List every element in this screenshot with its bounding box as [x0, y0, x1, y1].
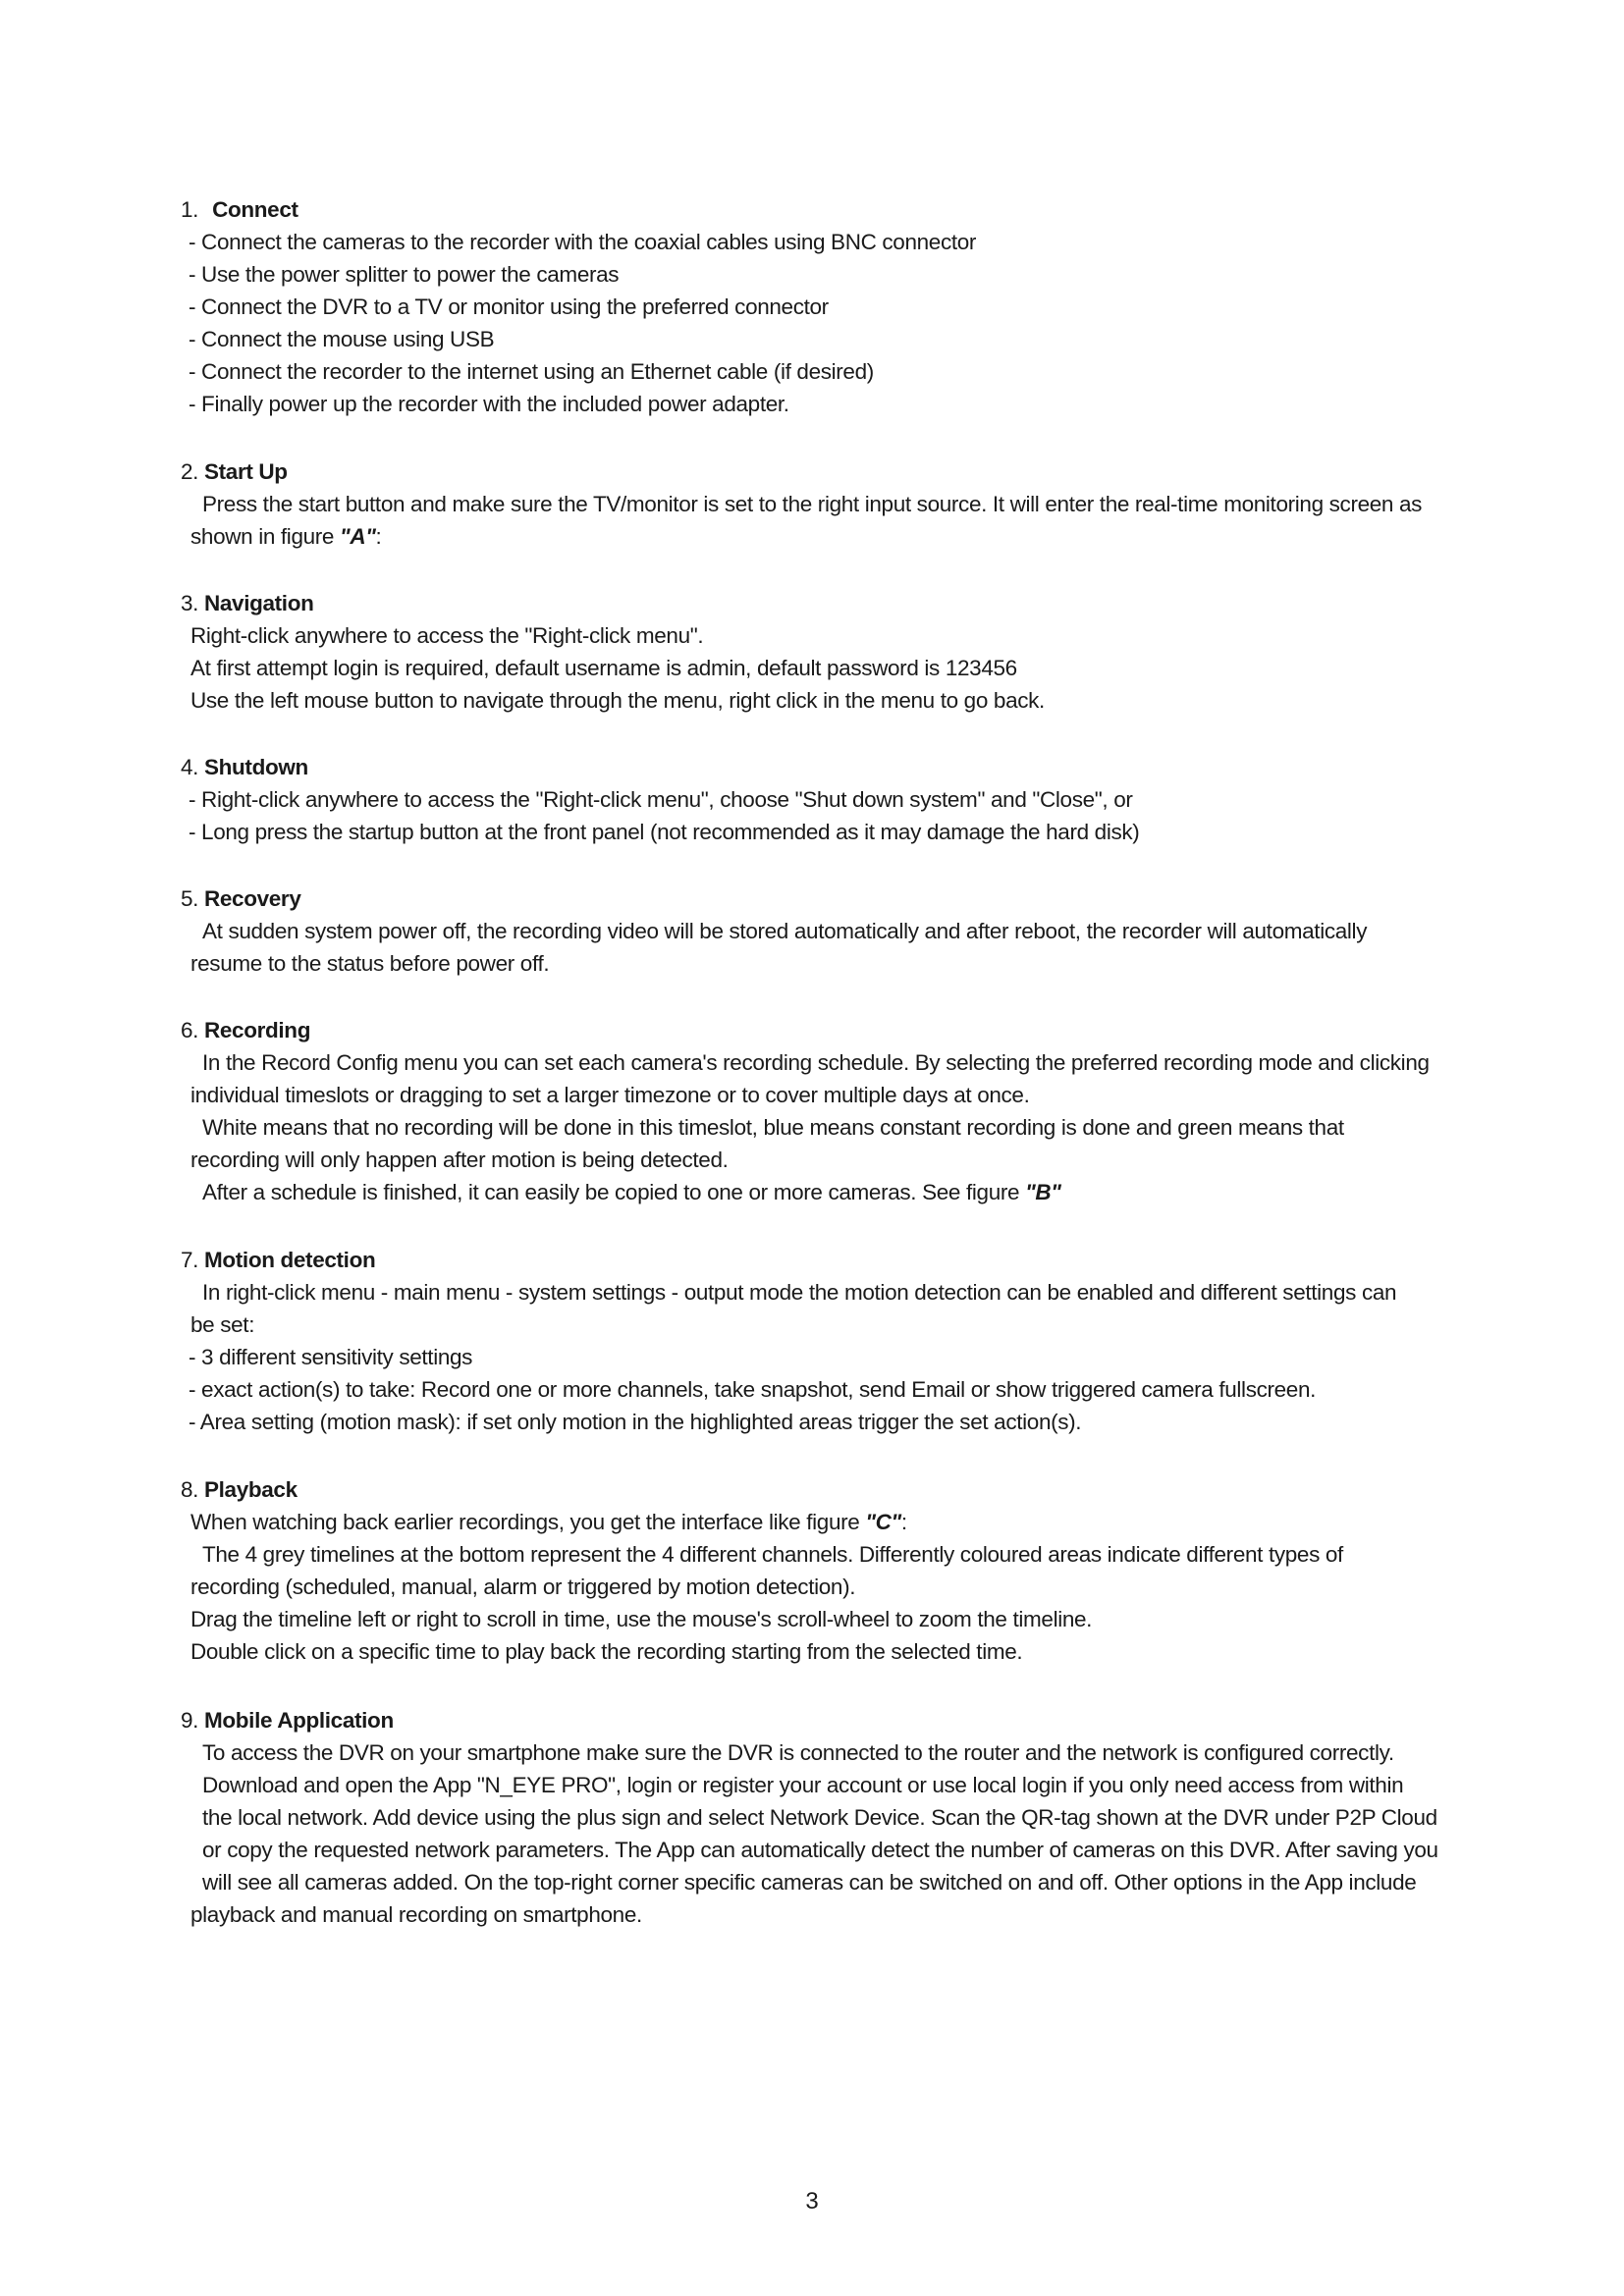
paragraph-line: will see all cameras added. On the top-right corner specific cameras can be switched on and off. Other options in the App include — [202, 1870, 1417, 1895]
bullet-line: - Long press the startup button at the front panel (not recommended as it may damage the hard disk) — [189, 820, 1140, 844]
section-title: Playback — [203, 1477, 298, 1502]
section-number: 6. — [181, 1018, 199, 1042]
section-heading — [181, 751, 308, 783]
paragraph-line: When watching back earlier recordings, you get the interface like figure "C": — [190, 1510, 907, 1534]
bullet-line: - 3 different sensitivity settings — [189, 1345, 473, 1369]
section-heading — [181, 1704, 394, 1736]
section-title: Shutdown — [203, 755, 308, 779]
bullet-line: - exact action(s) to take: Record one or more channels, take snapshot, send Email or show triggered camera fullscreen. — [189, 1377, 1317, 1402]
section-heading — [181, 882, 301, 915]
paragraph-line: shown in figure "A": — [190, 524, 382, 549]
section-heading — [181, 455, 288, 488]
section-title: Mobile Application — [203, 1708, 394, 1733]
paragraph-line: recording will only happen after motion is being detected. — [190, 1148, 729, 1172]
paragraph-line: or copy the requested network parameters. The App can automatically detect the number of cameras on this DVR. After saving you — [202, 1838, 1438, 1862]
bullet-line: - Use the power splitter to power the cameras — [189, 262, 620, 287]
section-number: 9. — [181, 1708, 199, 1733]
paragraph-line: be set: — [190, 1312, 255, 1337]
paragraph-line: Download and open the App "N_EYE PRO", login or register your account or use local login if you only need access from within — [202, 1773, 1404, 1797]
section-title: Motion detection — [203, 1248, 376, 1272]
section-number: 3. — [181, 591, 199, 615]
section-title: Recording — [203, 1018, 311, 1042]
paragraph-line: At sudden system power off, the recording video will be stored automatically and after reboot, the recorder will automatically — [202, 919, 1368, 943]
section-number: 7. — [181, 1248, 199, 1272]
paragraph-line: In right-click menu - main menu - system settings - output mode the motion detection can be enabled and different settings can — [202, 1280, 1397, 1305]
bullet-line: - Connect the DVR to a TV or monitor using the preferred connector — [189, 294, 829, 319]
bullet-line: - Connect the mouse using USB — [189, 327, 495, 351]
paragraph-line: White means that no recording will be done in this timeslot, blue means constant recording is done and green means that — [202, 1115, 1344, 1140]
figure-reference: "A" — [340, 524, 376, 549]
paragraph-line: To access the DVR on your smartphone make sure the DVR is connected to the router and the network is configured correctly. — [202, 1740, 1394, 1765]
paragraph-line: the local network. Add device using the plus sign and select Network Device. Scan the QR-tag shown at the DVR under P2P Cloud — [202, 1805, 1437, 1830]
section-heading — [181, 1244, 375, 1276]
paragraph-line: Right-click anywhere to access the "Right-click menu". — [190, 623, 704, 648]
paragraph-line: Drag the timeline left or right to scroll in time, use the mouse's scroll-wheel to zoom the timeline. — [190, 1607, 1093, 1631]
figure-reference: "C" — [865, 1510, 901, 1534]
paragraph-line: Press the start button and make sure the TV/monitor is set to the right input source. It will enter the real-time monitoring screen as — [202, 492, 1423, 516]
section-title: Navigation — [203, 591, 314, 615]
section-heading — [181, 1014, 310, 1046]
section-heading — [181, 193, 298, 226]
paragraph-line: At first attempt login is required, default username is admin, default password is 123456 — [190, 656, 1017, 680]
bullet-line: - Connect the recorder to the internet using an Ethernet cable (if desired) — [189, 359, 874, 384]
paragraph-line: playback and manual recording on smartphone. — [190, 1902, 642, 1927]
bullet-line: - Area setting (motion mask): if set only motion in the highlighted areas trigger the set action(s). — [189, 1410, 1082, 1434]
page-number: 3 — [805, 2188, 819, 2215]
paragraph-line: Use the left mouse button to navigate through the menu, right click in the menu to go back. — [190, 688, 1045, 713]
section-number: 2. — [181, 459, 199, 484]
paragraph-line: recording (scheduled, manual, alarm or triggered by motion detection). — [190, 1575, 856, 1599]
paragraph-line: individual timeslots or dragging to set a larger timezone or to cover multiple days at once. — [190, 1083, 1030, 1107]
paragraph-line: resume to the status before power off. — [190, 951, 550, 976]
bullet-line: - Finally power up the recorder with the included power adapter. — [189, 392, 789, 416]
paragraph-line: Double click on a specific time to play back the recording starting from the selected time. — [190, 1639, 1023, 1664]
section-number: 8. — [181, 1477, 199, 1502]
section-heading — [181, 587, 314, 619]
section-title: Start Up — [203, 459, 288, 484]
section-heading — [181, 1473, 298, 1506]
bullet-line: - Right-click anywhere to access the "Right-click menu", choose "Shut down system" and "Close", or — [189, 787, 1133, 812]
figure-reference: "B" — [1025, 1180, 1061, 1204]
section-number: 5. — [181, 886, 199, 911]
section-title: Recovery — [203, 886, 301, 911]
paragraph-line: In the Record Config menu you can set each camera's recording schedule. By selecting the preferred recording mode and clicking — [202, 1050, 1430, 1075]
section-title: Connect — [212, 197, 298, 222]
bullet-line: - Connect the cameras to the recorder with the coaxial cables using BNC connector — [189, 230, 977, 254]
paragraph-line: After a schedule is finished, it can easily be copied to one or more cameras. See figure "B" — [202, 1180, 1061, 1204]
section-number: 4. — [181, 755, 199, 779]
paragraph-line: The 4 grey timelines at the bottom represent the 4 different channels. Differently coloured areas indicate different types of — [202, 1542, 1343, 1567]
section-number: 1. — [181, 197, 199, 222]
